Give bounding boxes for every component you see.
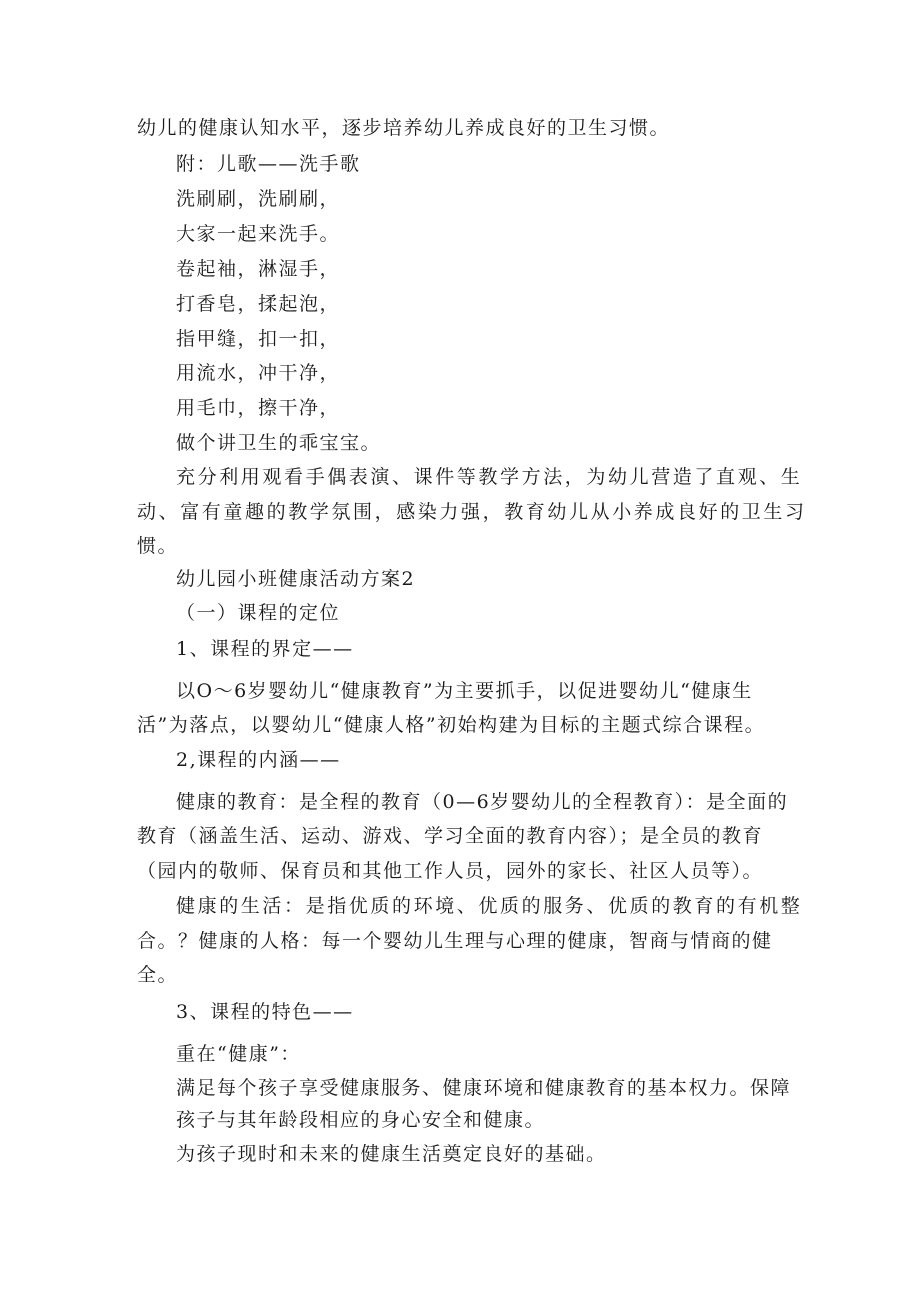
song-line: 用毛巾，擦干净， (176, 397, 341, 419)
paragraph-line: 孩子与其年龄段相应的身心安全和健康。 (176, 1109, 546, 1131)
song-line: 大家一起来洗手。 (176, 223, 341, 245)
section-heading: （一）课程的定位 (176, 602, 341, 624)
paragraph-line: 动、富有童趣的教学氛围，感染力强，教育幼儿从小养成良好的卫生习 (137, 501, 807, 523)
subsection-heading: 1、课程的界定—— (176, 638, 354, 660)
paragraph-line: 惯。 (137, 535, 179, 557)
paragraph-line: 为孩子现时和未来的健康生活奠定良好的基础。 (176, 1143, 607, 1165)
song-line: 洗刷刷，洗刷刷， (176, 188, 341, 210)
paragraph-line: 满足每个孩子享受健康服务、健康环境和健康教育的基本权力。保障 (176, 1077, 792, 1099)
song-line: 做个讲卫生的乖宝宝。 (176, 432, 382, 454)
paragraph-line: 以O〜6岁婴幼儿“健康教育”为主要抓手，以促进婴幼儿“健康生 (176, 680, 753, 702)
song-line: 卷起袖，淋湿手， (176, 258, 341, 280)
paragraph-line: （园内的敬师、保育员和其他工作人员，园外的家长、社区人员等）。 (137, 860, 764, 882)
paragraph-line: 活”为落点，以婴幼儿“健康人格”初始构建为目标的主题式综合课程。 (137, 714, 766, 736)
song-line: 打香皂，揉起泡， (176, 293, 341, 315)
paragraph-line: 重在“健康”： (176, 1043, 301, 1065)
subsection-heading: 2,课程的内涵—— (176, 749, 341, 771)
song-line: 用流水，冲干净， (176, 362, 341, 384)
paragraph-line: 充分利用观看手偶表演、课件等教学方法，为幼儿营造了直观、生 (176, 466, 803, 488)
paragraph-line: 教育（涵盖生活、运动、游戏、学习全面的教育内容）；是全员的教育 (137, 825, 764, 847)
section-title: 幼儿园小班健康活动方案2 (176, 568, 416, 590)
song-heading: 附：儿歌——洗手歌 (176, 153, 361, 175)
paragraph-line: 全。 (137, 964, 179, 986)
song-line: 指甲缝，扣一扣， (176, 328, 341, 350)
paragraph-line: 健康的教育：是全程的教育（0—6岁婴幼儿的全程教育）：是全面的 (176, 791, 789, 813)
subsection-heading: 3、课程的特色—— (176, 1001, 354, 1023)
paragraph-line: 幼儿的健康认知水平，逐步培养幼儿养成良好的卫生习惯。 (137, 117, 671, 139)
paragraph-line: 健康的生活：是指优质的环境、优质的服务、优质的教育的有机整 (176, 895, 803, 917)
paragraph-line: 合。？健康的人格：每一个婴幼儿生理与心理的健康，智商与情商的健 (137, 930, 773, 952)
